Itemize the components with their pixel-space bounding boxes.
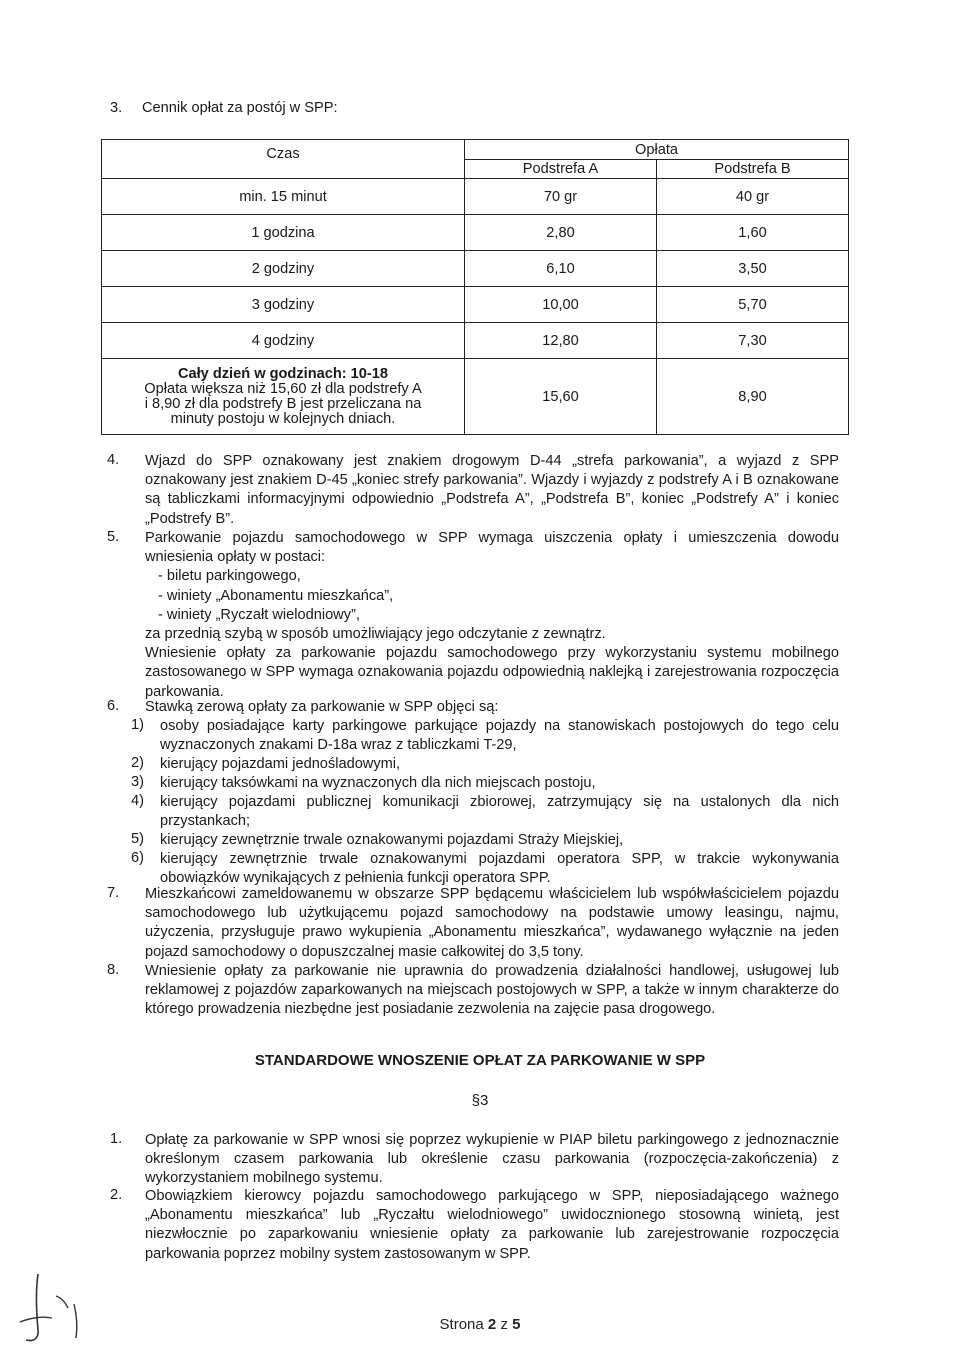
sub-number: 4) xyxy=(131,793,144,809)
row-time: 3 godziny xyxy=(102,287,465,323)
header-zone-b: Podstrefa B xyxy=(657,160,849,179)
header-time: Czas xyxy=(102,140,465,179)
row-fee-b: 5,70 xyxy=(657,287,849,323)
sub-item: kierujący pojazdami publicznej komunikacji zbiorowej, zatrzymujący się na ustalonych dla nich przystankach; xyxy=(160,794,839,830)
all-day-fee-a: 15,60 xyxy=(465,359,657,435)
list-item: - winiety „Abonamentu mieszkańca”, xyxy=(158,587,394,604)
sub-item: kierujący pojazdami jednośladowymi, xyxy=(160,756,401,772)
footer-total: 5 xyxy=(512,1316,521,1333)
point-5 xyxy=(145,529,839,702)
page-footer xyxy=(0,1316,960,1333)
row-fee-a: 6,10 xyxy=(465,251,657,287)
sub-number: 6) xyxy=(131,850,144,866)
list-item: - biletu parkingowego, xyxy=(158,568,301,585)
point-number: 7. xyxy=(107,885,120,901)
point-number: 8. xyxy=(107,962,120,978)
sub-item: osoby posiadające karty parkingowe parkujące pojazdy na stanowiskach postojowych do tego celu wyznaczonych znakami D-18a wraz z tabliczkami T-29, xyxy=(160,718,839,754)
sub-number: 2) xyxy=(131,755,144,771)
section-item-number: 2. xyxy=(110,1187,123,1203)
sub-number: 5) xyxy=(131,831,144,847)
row-time: min. 15 minut xyxy=(102,179,465,215)
row-fee-b: 1,60 xyxy=(657,215,849,251)
footer-sep: z xyxy=(500,1316,508,1333)
all-day-line: minuty postoju w kolejnych dniach. xyxy=(170,411,396,427)
sub-number: 1) xyxy=(131,717,144,733)
point-5-intro: Parkowanie pojazdu samochodowego w SPP wymaga uiszczenia opłaty i umieszczenia dowodu wniesienia opłaty w postaci: xyxy=(145,530,839,566)
section-title: STANDARDOWE WNOSZENIE OPŁAT ZA PARKOWANIE W SPP xyxy=(254,1052,706,1069)
all-day-line: i 8,90 zł dla podstrefy B jest przeliczana na xyxy=(144,396,422,412)
point-number: 5. xyxy=(107,529,120,545)
row-fee-a: 70 gr xyxy=(465,179,657,215)
section-item-text: Obowiązkiem kierowcy pojazdu samochodowego parkującego w SPP, nieposiadającego ważnego „Abonamentu mieszkańca” lub „Ryczałtu wielodniowego” uwidocznionego stosowną winietą, jest niezwłocznie po zaparkowaniu wniesienie opłaty za parkowanie lub zarejestrowanie rozpoczęcia parkowania poprzez mobilny system zastosowanym w SPP. xyxy=(145,1188,839,1262)
all-day-description xyxy=(102,359,465,435)
table-row xyxy=(102,287,849,323)
heading-number: 3. xyxy=(110,100,123,116)
sub-item: kierujący zewnętrznie trwale oznakowanymi pojazdami operatora SPP, w trakcie wykonywania obowiązków wynikających z pełnienia funkcji operatora SPP. xyxy=(160,851,839,887)
row-time: 1 godzina xyxy=(102,215,465,251)
point-4-text: Wjazd do SPP oznakowany jest znakiem drogowym D-44 „strefa parkowania”, a wyjazd z SPP oznakowany jest znakiem D-45 „koniec strefy parkowania”. Wjazdy i wyjazdy z podstrefy A i B oznakowane są tabliczkami informacyjnymi odpowiednio „Podstrefa A”, „Podstrefa B”, koniec „Podstrefy A” i koniec „Podstrefy B”. xyxy=(145,453,839,527)
sub-item: kierujący zewnętrznie trwale oznakowanymi pojazdami Straży Miejskiej, xyxy=(160,832,624,848)
point-5-mobile: Wniesienie opłaty za parkowanie pojazdu samochodowego przy wykorzystaniu systemu mobilnego zastosowanego w SPP wymaga oznakowania pojazdu odpowiednią naklejką i zarejestrowania rozpoczęcia parkowania. xyxy=(145,645,839,700)
tariff-table xyxy=(101,139,849,435)
list-item: - winiety „Ryczałt wielodniowy”, xyxy=(158,606,360,623)
paragraph-symbol: §3 xyxy=(471,1092,489,1109)
row-fee-a: 2,80 xyxy=(465,215,657,251)
row-time: 4 godziny xyxy=(102,323,465,359)
table-row xyxy=(102,179,849,215)
table-row xyxy=(102,215,849,251)
row-time: 2 godziny xyxy=(102,251,465,287)
point-6-intro: Stawką zerową opłaty za parkowanie w SPP objęci są: xyxy=(145,699,499,715)
all-day-fee-b: 8,90 xyxy=(657,359,849,435)
section-item-number: 1. xyxy=(110,1131,123,1147)
handwritten-initials xyxy=(12,1268,102,1348)
row-fee-b: 40 gr xyxy=(657,179,849,215)
footer-prefix: Strona xyxy=(439,1316,484,1333)
point-7-text: Mieszkańcowi zameldowanemu w obszarze SPP będącemu właścicielem lub współwłaścicielem pojazdu samochodowego lub użytkującemu pojazd samochodowy na podstawie umowy leasingu, najmu, użyczenia, przysługuje prawo wykupienia „Abonamentu mieszkańca”, wydawanego wyłącznie na jeden pojazd samochodowy o dopuszczalnej masie całkowitej do 3,5 tony. xyxy=(145,886,839,960)
point-number: 6. xyxy=(107,698,120,714)
header-zone-a: Podstrefa A xyxy=(465,160,657,179)
all-day-title: Cały dzień w godzinach: 10-18 xyxy=(177,366,389,382)
table-row xyxy=(102,251,849,287)
table-row xyxy=(102,323,849,359)
footer-page: 2 xyxy=(487,1316,497,1333)
row-fee-b: 3,50 xyxy=(657,251,849,287)
row-fee-a: 12,80 xyxy=(465,323,657,359)
header-fee: Opłata xyxy=(465,140,849,160)
table-row-all-day xyxy=(102,359,849,435)
section-item-text: Opłatę za parkowanie w SPP wnosi się poprzez wykupienie w PIAP biletu parkingowego z jednoznacznie określonym czasem parkowania lub określenie czasu parkowania (rozpoczęcia-zakończenia) z wykorzystaniem mobilnego systemu. xyxy=(145,1132,839,1187)
point-number: 4. xyxy=(107,452,120,468)
sub-item: kierujący taksówkami na wyznaczonych dla nich miejscach postoju, xyxy=(160,775,596,791)
sub-number: 3) xyxy=(131,774,144,790)
point-8-text: Wniesienie opłaty za parkowanie nie uprawnia do prowadzenia działalności handlowej, usługowej lub reklamowej z pojazdów zaparkowanych na miejscach postojowych w SPP, a także w innym charakterze do którego prowadzenia niezbędne jest posiadanie zezwolenia na zajęcie pasa drogowego. xyxy=(145,963,839,1018)
point-5-after: za przednią szybą w sposób umożliwiający jego odczytanie z zewnątrz. xyxy=(145,626,606,643)
heading-text: Cennik opłat za postój w SPP: xyxy=(142,100,338,116)
all-day-line: Opłata większa niż 15,60 zł dla podstrefy A xyxy=(144,381,422,397)
row-fee-a: 10,00 xyxy=(465,287,657,323)
row-fee-b: 7,30 xyxy=(657,323,849,359)
